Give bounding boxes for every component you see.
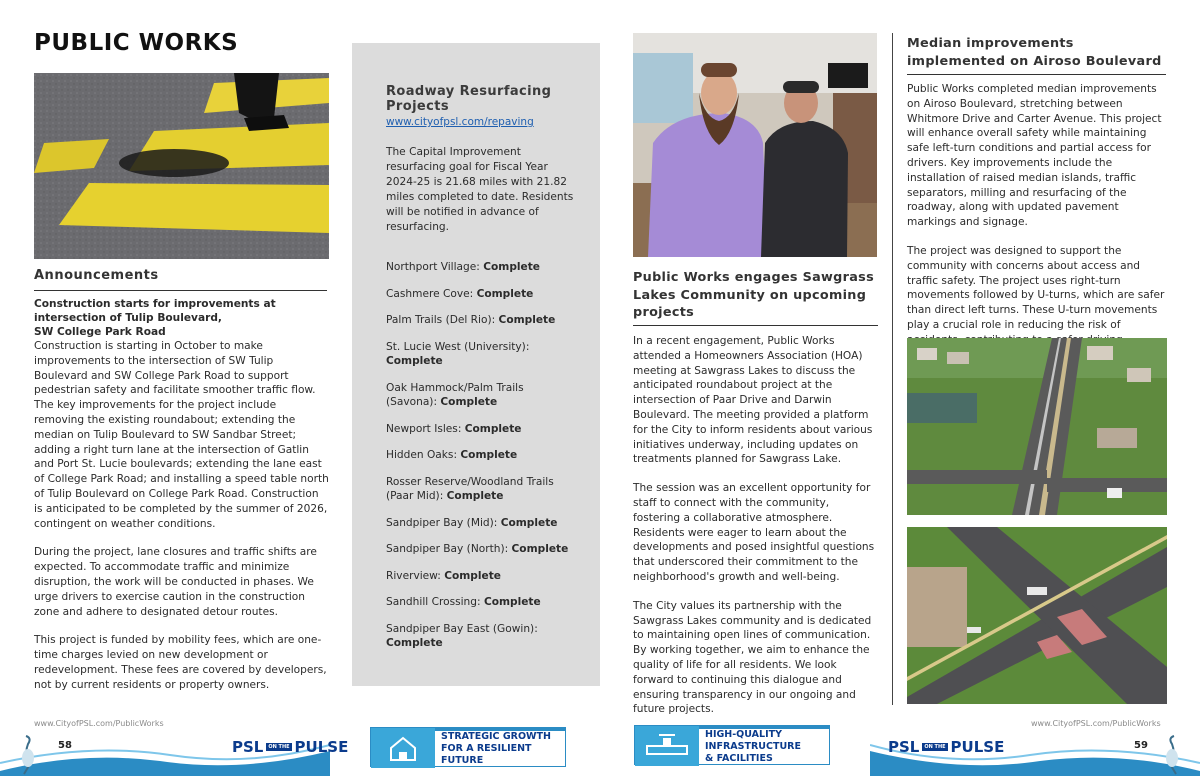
logo-pulse: PULSE: [294, 738, 349, 756]
badge-line: & FACILITIES: [705, 753, 773, 764]
median-heading: Median improvements implemented on Airoso Boulevard: [907, 36, 1162, 69]
article-paragraph: The City values its partnership with the Sawgrass Lakes community and is dedicated to maintaining open lines of communication. By working together, we aim to enhance the quality of life for all residents. We look forward to continuing this dialogue and ensuring transparency in our ongoing and future projects.: [633, 599, 872, 716]
status-label: Complete: [483, 261, 540, 273]
infrastructure-badge: [634, 725, 830, 765]
status-label: Complete: [464, 422, 522, 435]
list-item: [386, 475, 576, 504]
aerial-photo-2: [907, 527, 1167, 704]
page-number-left: 58: [58, 740, 72, 751]
badge-line: INFRASTRUCTURE: [705, 741, 801, 752]
logo-on-the: ON THE: [268, 744, 290, 750]
status-label: Complete: [460, 449, 518, 461]
status-label: Complete: [511, 543, 569, 555]
announcements-heading: Announcements: [34, 268, 159, 283]
logo-pulse: PULSE: [950, 738, 1005, 756]
resurfacing-intro: The Capital Improvement resurfacing goal for Fiscal Year 2024-25 is 21.68 miles with 21.82 miles completed to date. Residents will be notified in advance of resurfacing.: [386, 146, 574, 233]
article-title: [34, 297, 329, 339]
project-name: Sandpiper Bay East (Gowin):: [386, 622, 538, 635]
list-item: [386, 422, 576, 437]
badge-line: HIGH-QUALITY: [705, 729, 782, 740]
resurfacing-title: Roadway Resurfacing Projects: [386, 84, 552, 114]
announcements-rule: [34, 290, 327, 291]
project-name: Sandpiper Bay (Mid):: [386, 516, 501, 529]
list-item: [386, 622, 576, 651]
median-rule: [907, 74, 1166, 75]
footer-url-left[interactable]: www.CityofPSL.com/PublicWorks: [34, 719, 164, 728]
people-photo: [633, 33, 877, 257]
logo-on-the: ON THE: [924, 744, 946, 750]
status-label: Complete: [446, 490, 504, 502]
list-item: [386, 260, 576, 275]
column-divider: [892, 33, 893, 705]
list-item: [386, 542, 576, 557]
project-name: Northport Village:: [386, 261, 484, 273]
resurfacing-list: [386, 260, 576, 663]
list-item: [386, 448, 576, 463]
project-name: Oak Hammock/Palm Trails (Savona):: [386, 381, 524, 408]
house-icon: [371, 728, 435, 768]
project-name: Rosser Reserve/Woodland Trails (Paar Mid):: [386, 475, 554, 502]
heron-icon: [1162, 734, 1186, 776]
project-name: Cashmere Cove:: [386, 287, 477, 300]
footer-url-right[interactable]: www.CityofPSL.com/PublicWorks: [1031, 719, 1161, 728]
article-title-line: SW College Park Road: [34, 326, 166, 338]
badge-line: FUTURE: [441, 755, 484, 766]
project-name: Hidden Oaks:: [386, 449, 461, 461]
aerial-photo-1: [907, 338, 1167, 515]
strategic-growth-badge: [370, 727, 566, 767]
badge-line: STRATEGIC GROWTH: [441, 731, 551, 742]
project-name: Sandpiper Bay (North):: [386, 543, 512, 555]
article-title-line: intersection of Tulip Boulevard,: [34, 312, 222, 324]
logo-psl: PSL: [888, 738, 920, 756]
page-number-right: 59: [1134, 740, 1148, 751]
status-label: Complete: [386, 355, 443, 367]
project-name: Sandhill Crossing:: [386, 596, 484, 608]
status-label: Complete: [500, 516, 558, 529]
status-label: Complete: [498, 314, 556, 326]
badge-line: FOR A RESILIENT: [441, 743, 532, 754]
article-paragraph: During the project, lane closures and traffic shifts are expected. To accommodate traffic and minimize disruption, the work will be conducted in phases. We urge drivers to exercise caution in the construction zone and adhere to designated detour routes.: [34, 546, 317, 618]
article-paragraph: The session was an excellent opportunity for staff to connect with the community, fostering a collaborative atmosphere. Residents were eager to learn about the developments and posed insightful questions that underscored their commitment to the neighborhood's growth and well-being.: [633, 482, 875, 583]
project-name: Newport Isles:: [386, 422, 465, 435]
sawgrass-heading: Public Works engages Sawgrass Lakes Community on upcoming projects: [633, 270, 875, 320]
list-item: [386, 595, 576, 610]
status-label: Complete: [444, 569, 501, 582]
page-title: PUBLIC WORKS: [34, 30, 239, 56]
status-label: Complete: [483, 596, 541, 608]
list-item: [386, 340, 576, 369]
list-item: [386, 516, 576, 531]
article-paragraph: Construction is starting in October to make improvements to the intersection of SW Tulip Boulevard and SW College Park Road to support pedestrian safety and facilitate smoother traffic flow. The key improvements for the project include removing the existing roundabout; extending the median on Tulip Boulevard to SW Sandbar Street; adding a right turn lane at the intersection of Gatlin and Port St. Lucie boulevards; extending the lane east of College Park Road; and installing a speed table north of Tulip Boulevard on College Park Road. Construction is anticipated to be completed by the summer of 2026, contingent on weather conditions.: [34, 340, 329, 530]
sawgrass-rule: [633, 325, 878, 326]
project-name: Palm Trails (Del Rio):: [386, 314, 499, 326]
article-paragraph: The project was designed to support the community with concerns about access and traffic safety. The project uses right-turn movements followed by U-turns, which are safer than direct left turns. These U-turn movements play a crucial role in reducing the risk of: [907, 244, 1165, 331]
list-item: [386, 381, 576, 410]
psl-pulse-logo-right: [888, 738, 1004, 756]
badge-text: [441, 731, 551, 767]
article-title-line: Construction starts for improvements at: [34, 298, 276, 310]
psl-pulse-logo-left: [232, 738, 348, 756]
crosswalk-photo: [34, 73, 329, 259]
status-label: Complete: [476, 287, 534, 300]
valve-icon: [635, 726, 699, 766]
announcements-article: [34, 297, 329, 707]
project-name: St. Lucie West (University):: [386, 340, 530, 353]
status-label: Complete: [386, 637, 443, 649]
repaving-link[interactable]: www.cityofpsl.com/repaving: [386, 116, 534, 128]
list-item: [386, 287, 576, 302]
status-label: Complete: [440, 396, 498, 408]
sawgrass-body: [633, 334, 878, 731]
badge-text: [705, 729, 801, 765]
heron-icon: [14, 734, 38, 776]
article-paragraph: This project is funded by mobility fees, which are one-time charges levied on new development or redevelopment. These fees are covered by developers, not by current residents or property owners.: [34, 634, 327, 691]
article-paragraph: In a recent engagement, Public Works attended a Homeowners Association (HOA) meeting at Sawgrass Lakes to discuss the anticipated roundabout project at the intersection of Paar Drive and Darwin Boulevard. The meeting provided a platform for the City to inform residents about various initiatives underway, including updates on treatments planned for Sawgrass Lake.: [633, 335, 873, 466]
list-item: [386, 313, 576, 328]
project-name: Riverview:: [386, 569, 445, 582]
logo-psl: PSL: [232, 738, 264, 756]
list-item: [386, 569, 576, 584]
article-paragraph: Public Works completed median improvements on Airoso Boulevard, stretching between Whitmore Drive and Carter Avenue. This project will enhance overall safety while maintaining safe left-turn conditions and partial access for drivers. Key improvements include the installation of raised median islands, traffic separators, milling and resurfacing of the roadway, along with updated pavement markings and signage.: [907, 83, 1162, 229]
median-body: [907, 82, 1169, 376]
